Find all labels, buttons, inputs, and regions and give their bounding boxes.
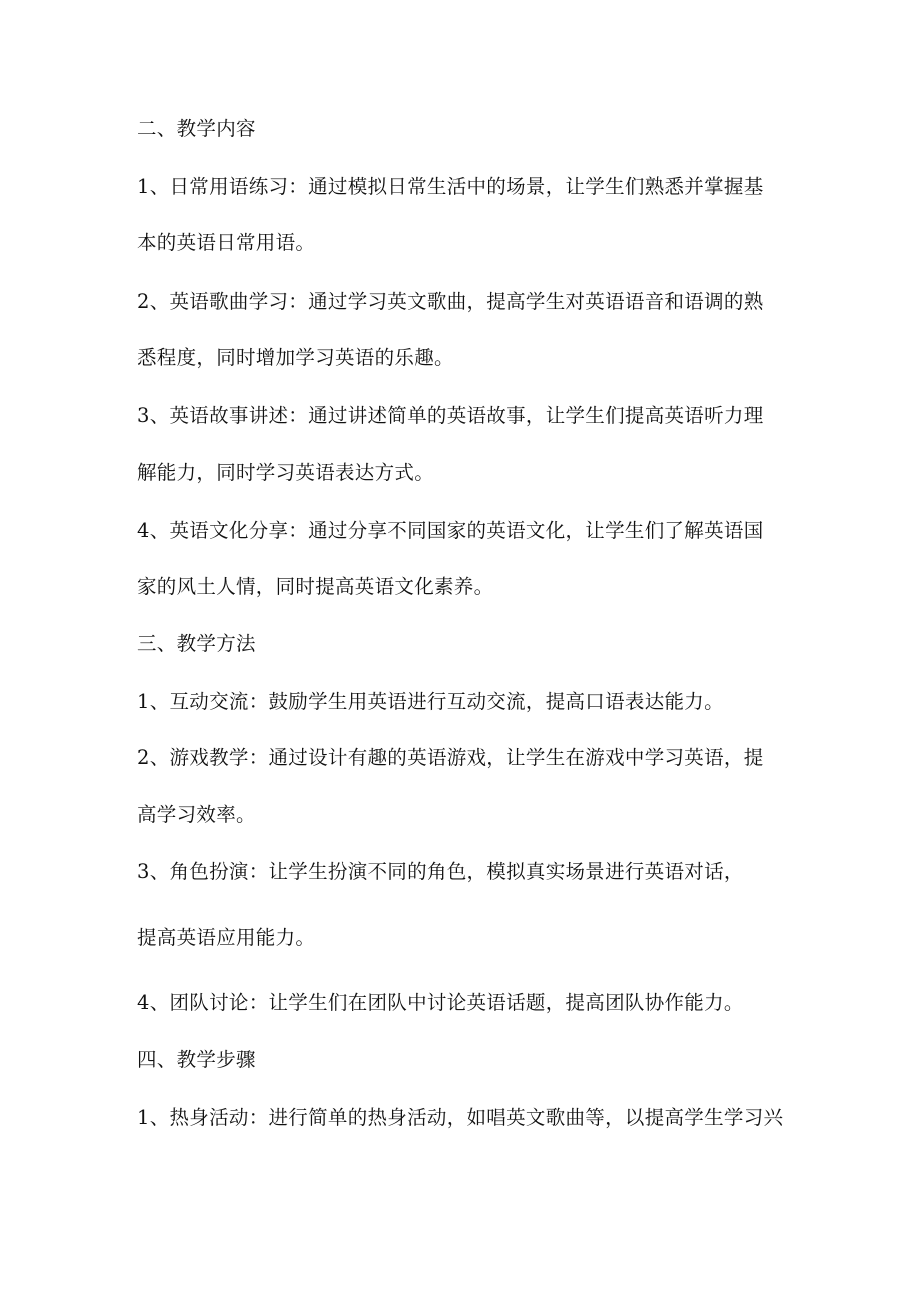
paragraph-interaction: 1、互动交流：鼓励学生用英语进行互动交流，提高口语表达能力。: [137, 690, 724, 713]
paragraph-warm-up: 1、热身活动：进行简单的热身活动，如唱英文歌曲等，以提高学生学习兴: [137, 1106, 784, 1129]
paragraph-role-play-line2: 提高英语应用能力。: [137, 926, 316, 949]
paragraph-game-teaching-line1: 2、游戏教学：通过设计有趣的英语游戏，让学生在游戏中学习英语，提: [137, 746, 764, 769]
paragraph-english-stories-line2: 解能力，同时学习英语表达方式。: [137, 461, 435, 484]
paragraph-english-songs-line2: 悉程度，同时增加学习英语的乐趣。: [137, 346, 454, 369]
paragraph-english-culture-line1: 4、英语文化分享：通过分享不同国家的英语文化，让学生们了解英语国: [137, 519, 764, 542]
paragraph-team-discussion: 4、团队讨论：让学生们在团队中讨论英语话题，提高团队协作能力。: [137, 991, 744, 1014]
paragraph-english-culture-line2: 家的风土人情，同时提高英语文化素养。: [137, 575, 494, 598]
section-heading-teaching-content: 二、教学内容: [137, 117, 256, 140]
paragraph-daily-phrases-line2: 本的英语日常用语。: [137, 231, 316, 254]
paragraph-english-stories-line1: 3、英语故事讲述：通过讲述简单的英语故事，让学生们提高英语听力理: [137, 404, 764, 427]
paragraph-role-play-line1: 3、角色扮演：让学生扮演不同的角色，模拟真实场景进行英语对话，: [137, 860, 744, 883]
paragraph-game-teaching-line2: 高学习效率。: [137, 803, 256, 826]
section-heading-teaching-steps: 四、教学步骤: [137, 1048, 256, 1071]
paragraph-english-songs-line1: 2、英语歌曲学习：通过学习英文歌曲，提高学生对英语语音和语调的熟: [137, 290, 764, 313]
paragraph-daily-phrases-line1: 1、日常用语练习：通过模拟日常生活中的场景，让学生们熟悉并掌握基: [137, 175, 764, 198]
section-heading-teaching-methods: 三、教学方法: [137, 632, 256, 655]
